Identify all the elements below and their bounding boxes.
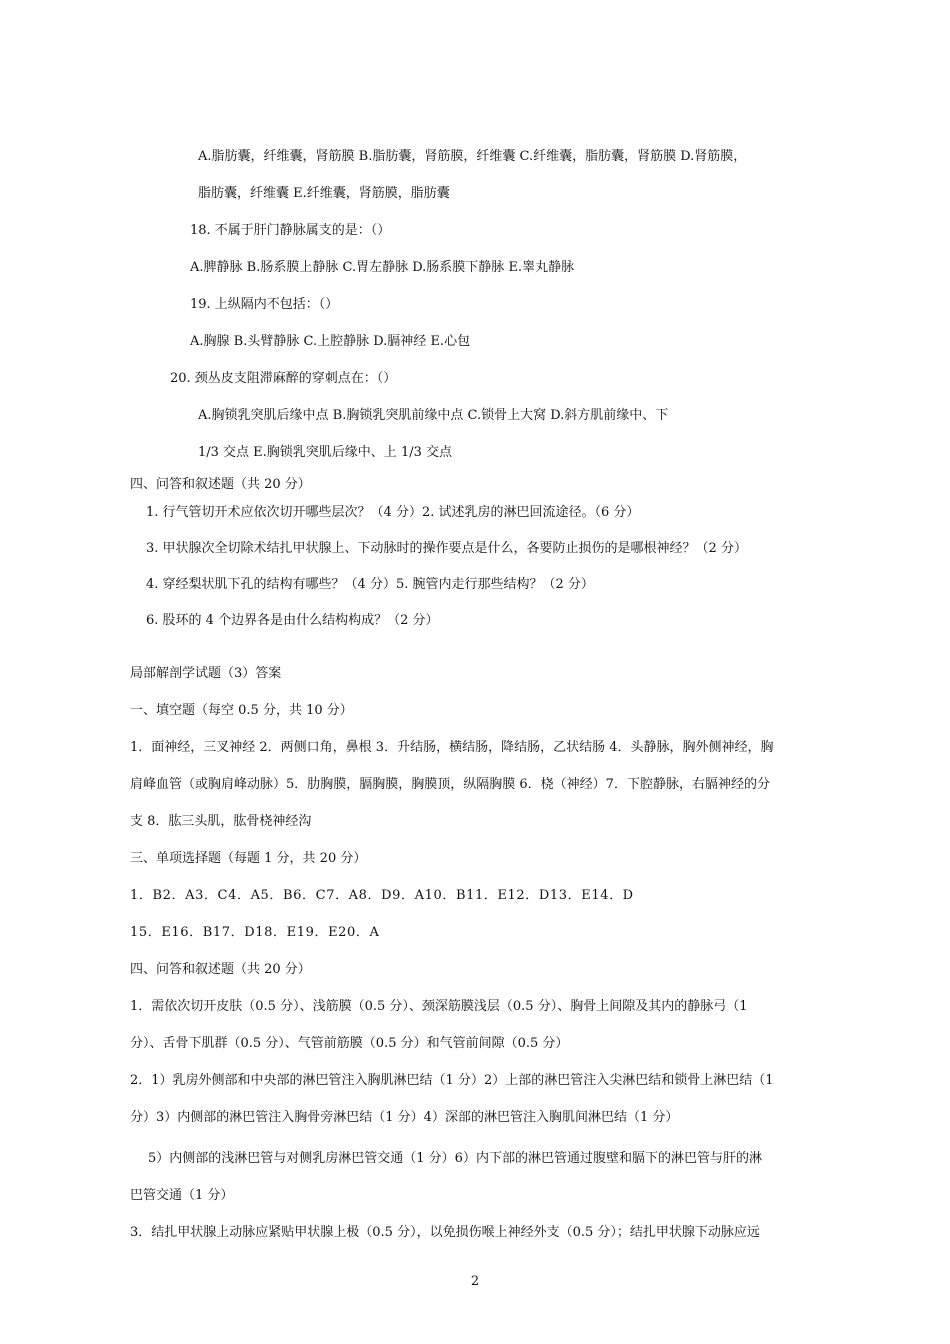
essay-question-3: 3. 甲状腺次全切除术结扎甲状腺上、下动脉时的操作要点是什么，各要防止损伤的是哪根神经？（2 分）: [146, 541, 747, 556]
answer-options-20-line2: 1/3 交点 E.胸锁乳突肌后缘中、上 1/3 交点: [198, 445, 452, 460]
answer-options-20-line1: A.胸锁乳突肌后缘中点 B.胸锁乳突肌前缘中点 C.锁骨上大窝 D.斜方肌前缘中、下: [198, 408, 669, 423]
answer-options-19: A.胸腺 B.头臂静脉 C.上腔静脉 D.膈神经 E.心包: [190, 334, 471, 349]
answer-options-17-line1: A.脂肪囊，纤维囊，肾筋膜 B.脂肪囊，肾筋膜，纤维囊 C.纤维囊，脂肪囊，肾筋膜 D.肾筋膜，: [198, 149, 747, 164]
fill-in-answers-line1: 1．面神经，三叉神经 2．两侧口角，鼻根 3．升结肠，横结肠，降结肠，乙状结肠 4．头静脉，胸外侧神经，胸: [130, 740, 774, 755]
essay-question-4-5: 4. 穿经梨状肌下孔的结构有哪些？（4 分）5. 腕管内走行那些结构？（2 分）: [146, 577, 594, 592]
answer-options-17-line2: 脂肪囊，纤维囊 E.纤维囊，肾筋膜，脂肪囊: [198, 186, 450, 201]
answer-section-single-choice: 三、单项选择题（每题 1 分，共 20 分）: [130, 851, 367, 866]
question-18: 18. 不属于肝门静脉属支的是：（）: [190, 223, 391, 238]
question-20: 20. 颈丛皮支阻滞麻醉的穿刺点在：（）: [170, 371, 397, 386]
answer-section-essay: 四、问答和叙述题（共 20 分）: [130, 962, 311, 977]
essay-answer-3-line1: 3．结扎甲状腺上动脉应紧贴甲状腺上极（0.5 分），以免损伤喉上神经外支（0.5 分）；结扎甲状腺下动脉应远: [130, 1225, 760, 1240]
essay-answer-2-line1: 2．1）乳房外侧部和中央部的淋巴管注入胸肌淋巴结（1 分）2）上部的淋巴管注入尖淋巴结和锁骨上淋巴结（1: [130, 1073, 774, 1088]
fill-in-answers-line2: 肩峰血管（或胸肩峰动脉）5．肋胸膜，膈胸膜，胸膜顶，纵隔胸膜 6．桡（神经）7．下腔静脉，右膈神经的分: [130, 777, 770, 792]
essay-question-1-2: 1. 行气管切开术应依次切开哪些层次？（4 分）2. 试述乳房的淋巴回流途径。（6 分）: [146, 505, 640, 520]
essay-answer-2-line4: 巴管交通（1 分）: [130, 1188, 234, 1203]
answer-key-title: 局部解剖学试题（3）答案: [130, 666, 282, 681]
essay-answer-2-line3: 5）内侧部的浅淋巴管与对侧乳房淋巴管交通（1 分）6）内下部的淋巴管通过腹壁和膈下的淋巴管与肝的淋: [148, 1151, 762, 1166]
page-number: 2: [470, 1274, 480, 1289]
single-choice-answers-line1: 1．B2．A3．C4．A5．B6．C7．A8．D9．A10．B11．E12．D13．E14．D: [130, 888, 634, 903]
essay-answer-1-line2: 分）、舌骨下肌群（0.5 分）、气管前筋膜（0.5 分）和气管前间隙（0.5 分）: [130, 1036, 569, 1051]
essay-question-6: 6. 股环的 4 个边界各是由什么结构构成？（2 分）: [146, 613, 439, 628]
question-19: 19. 上纵隔内不包括：（）: [190, 297, 339, 312]
answer-options-18: A.脾静脉 B.肠系膜上静脉 C.胃左静脉 D.肠系膜下静脉 E.睾丸静脉: [190, 260, 575, 275]
essay-answer-1-line1: 1．需依次切开皮肤（0.5 分）、浅筋膜（0.5 分）、颈深筋膜浅层（0.5 分）、胸骨上间隙及其内的静脉弓（1: [130, 999, 748, 1014]
fill-in-answers-line3: 支 8．肱三头肌，肱骨桡神经沟: [130, 814, 312, 829]
essay-answer-2-line2: 分）3）内侧部的淋巴管注入胸骨旁淋巴结（1 分）4）深部的淋巴管注入胸肌间淋巴结（1 分）: [130, 1110, 679, 1125]
section-heading-essay: 四、问答和叙述题（共 20 分）: [130, 477, 311, 492]
single-choice-answers-line2: 15．E16．B17．D18．E19．E20．A: [130, 925, 380, 940]
answer-section-fill-in: 一、填空题（每空 0.5 分，共 10 分）: [130, 703, 353, 718]
